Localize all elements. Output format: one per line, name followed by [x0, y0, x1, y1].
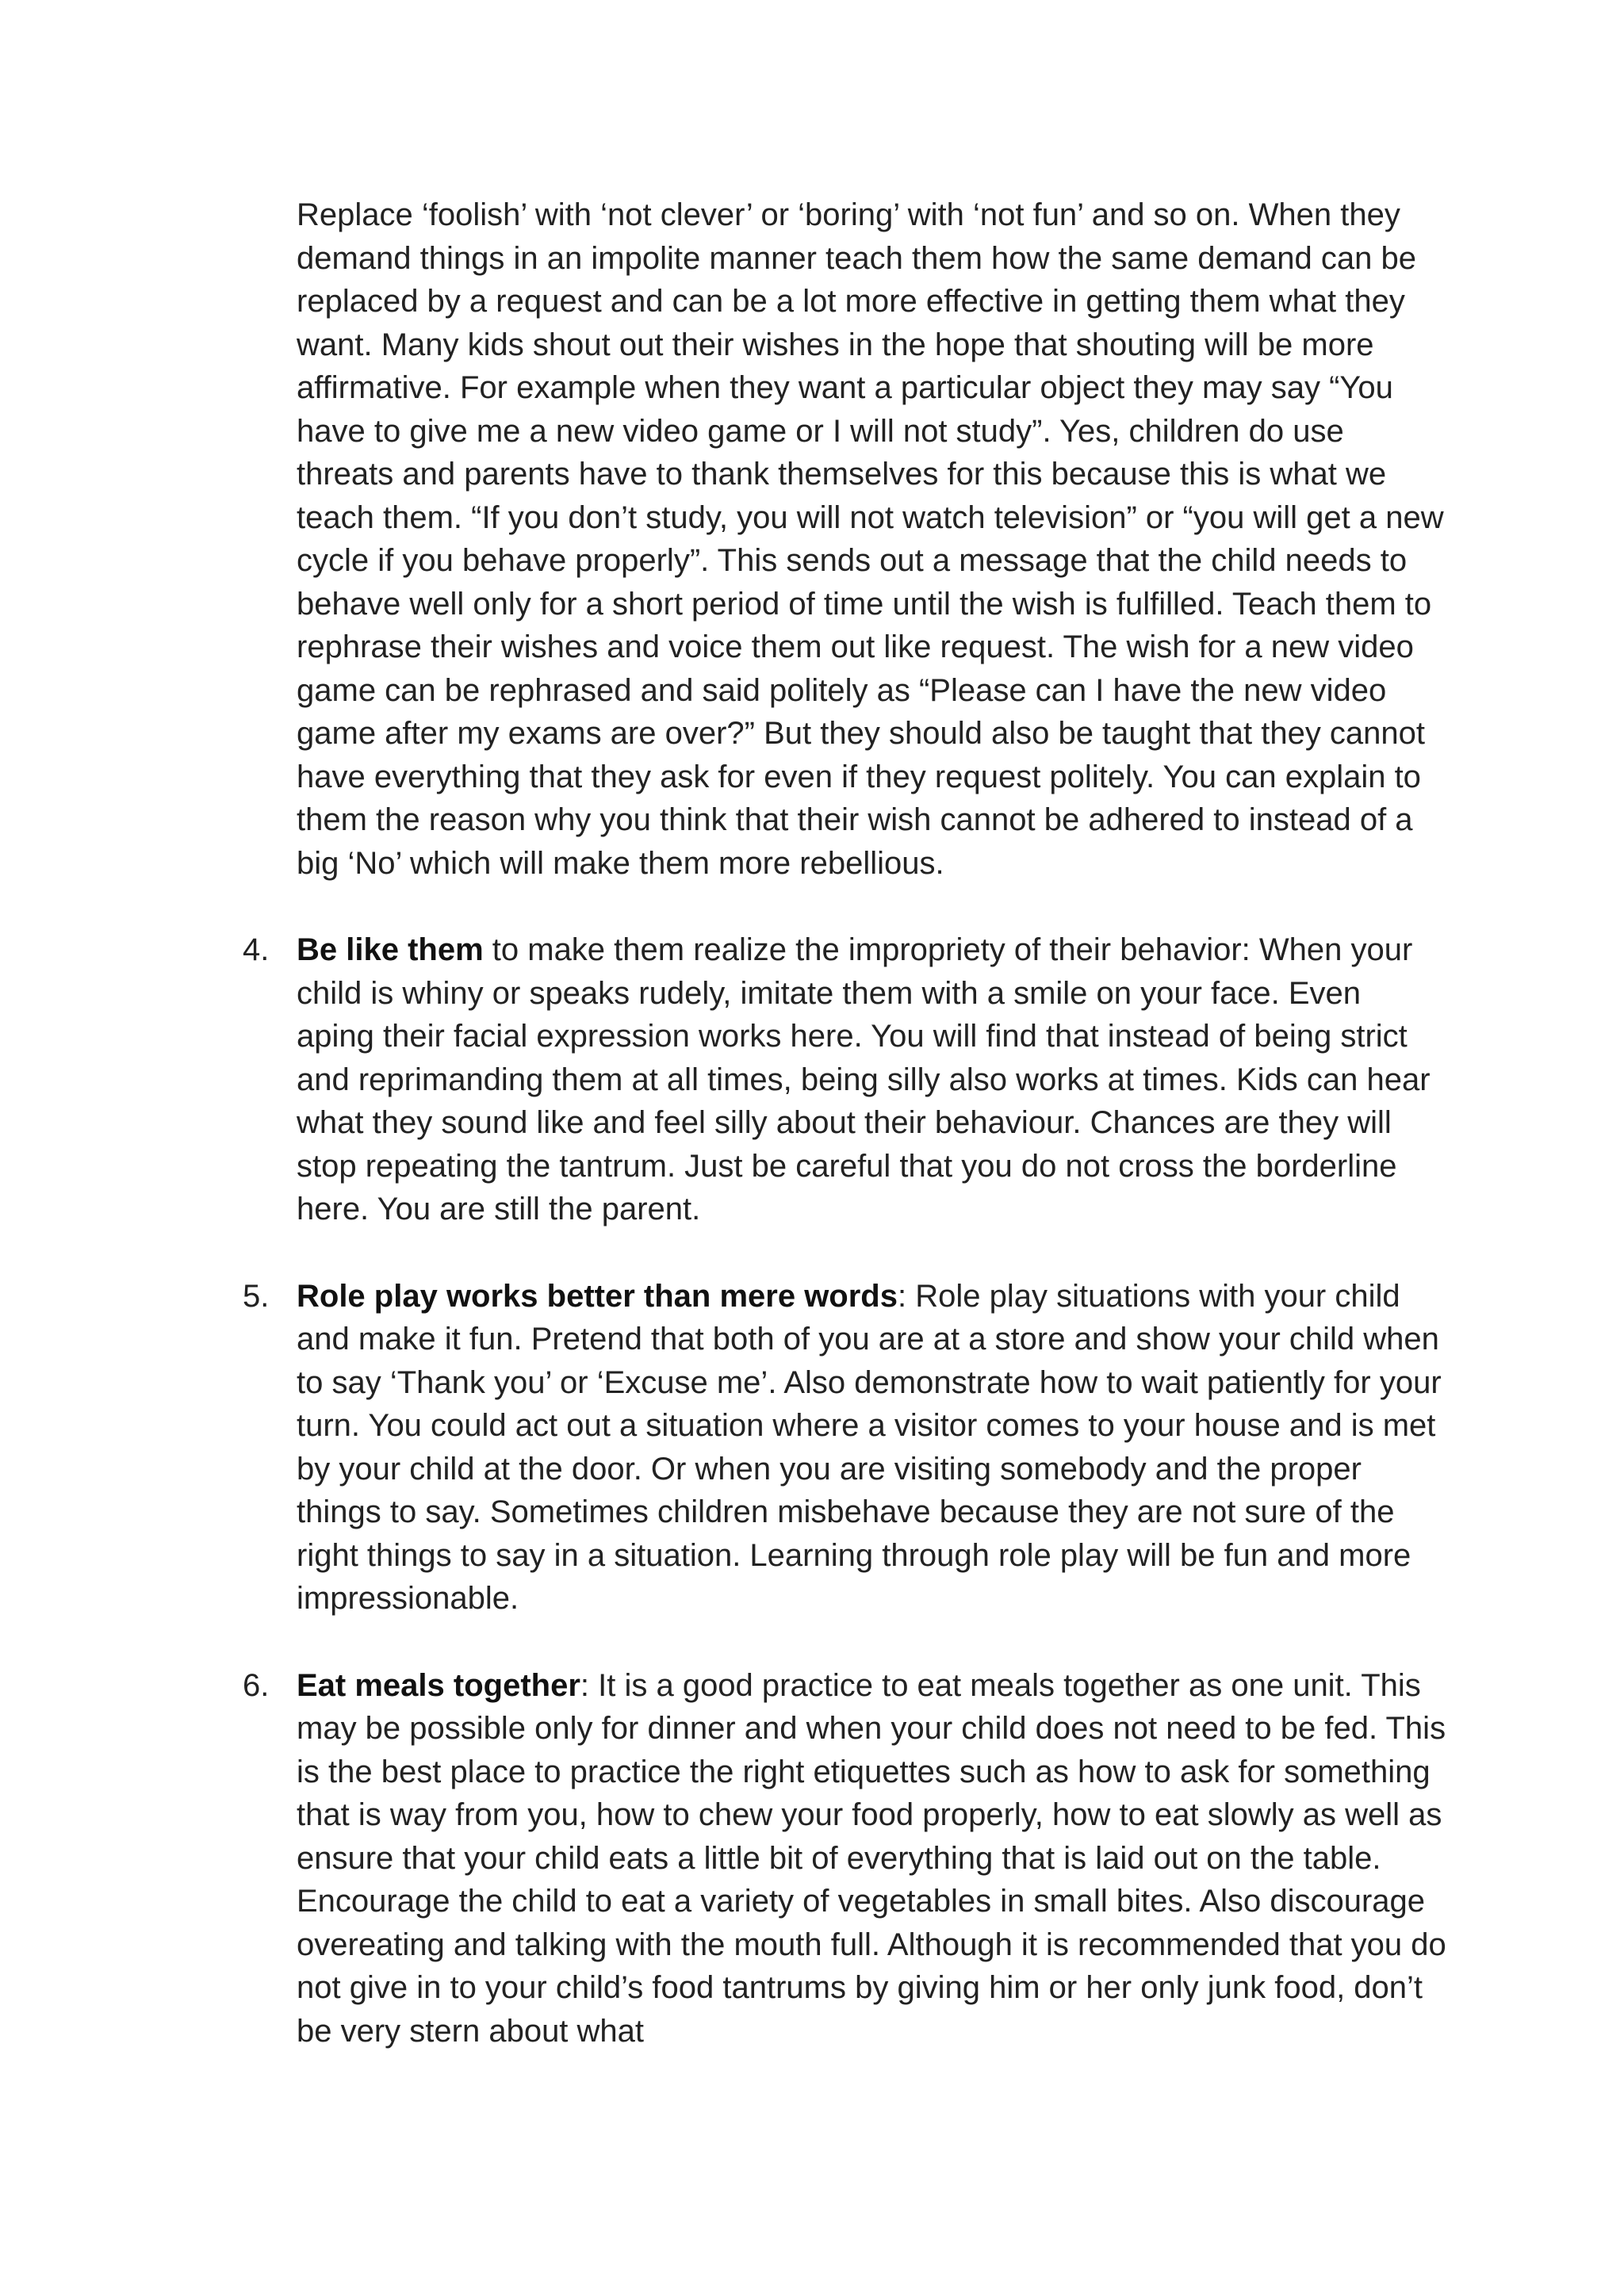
list-item-text: : It is a good practice to eat meals together as one unit. This may be possible only for dinner and when your child does not need to be fed. This is the best place to practice the right etiquettes such as how to ask for something that is way from you, how to chew your food properly, how to eat slowly as well as ensure that your child eats a little bit of everything that is laid out on the table. Encourage the child to eat a variety of vegetables in small bites. Also discourage overeating and talking with the mouth full. Although it is recommended that you do not give in to your child’s food tantrums by giving him or her only junk food, don’t be very stern about what — [297, 1667, 1446, 2049]
list-item-text: to make them realize the impropriety of their behavior: When your child is whiny or speaks rudely, imitate them with a smile on your face. Even aping their facial expression works here. You will find that instead of being strict and reprimanding them at all times, being silly also works at times. Kids can hear what they sound like and feel silly about their behaviour. Chances are they will stop repeating the tantrum. Just be careful that you do not cross the borderline here. You are still the parent. — [297, 932, 1431, 1226]
intro-paragraph: Replace ‘foolish’ with ‘not clever’ or ‘boring’ with ‘not fun’ and so on. When they demand things in an impolite manner teach them how the same demand can be replaced by a request and can be a lot more effective in getting them what they want. Many kids shout out their wishes in the hope that shouting will be more affirmative. For example when they want a particular object they may say “You have to give me a new video game or I will not study”. Yes, children do use threats and parents have to thank themselves for this because this is what we teach them. “If you don’t study, you will not watch television” or “you will get a new cycle if you behave properly”. This sends out a message that the child needs to behave well only for a short period of time until the wish is fulfilled. Teach them to rephrase their wishes and voice them out like request. The wish for a new video game can be rephrased and said politely as “Please can I have the new video game after my exams are over?” But they should also be taught that they cannot have everything that they ask for even if they request politely. You can explain to them the reason why you think that their wish cannot be adhered to instead of a big ‘No’ which will make them more rebellious. — [297, 197, 1444, 881]
list-number: 4. — [243, 932, 270, 967]
list-item-title: Be like them — [297, 932, 484, 967]
list-item-title: Role play works better than mere words — [297, 1278, 898, 1314]
list-item-5 — [243, 1275, 1446, 1621]
list-item-paragraph — [297, 1275, 1446, 1621]
list-item-text: : Role play situations with your child and make it fun. Pretend that both of you are at a store and show your child when to say ‘Thank you’ or ‘Excuse me’. Also demonstrate how to wait patiently for your turn. You could act out a situation where a visitor comes to your house and is met by your child at the door. Or when you are visiting somebody and the proper things to say. Sometimes children misbehave because they are not sure of the right things to say in a situation. Learning through role play will be fun and more impressionable. — [297, 1278, 1442, 1616]
list-item-6 — [243, 1664, 1446, 2053]
list-number: 6. — [243, 1667, 270, 1703]
document-body — [243, 193, 1446, 2053]
list-item-title: Eat meals together — [297, 1667, 580, 1703]
list-item-paragraph — [297, 928, 1446, 1231]
list-item-4 — [243, 928, 1446, 1231]
list-item-paragraph — [297, 1664, 1446, 2053]
list-number: 5. — [243, 1278, 270, 1314]
